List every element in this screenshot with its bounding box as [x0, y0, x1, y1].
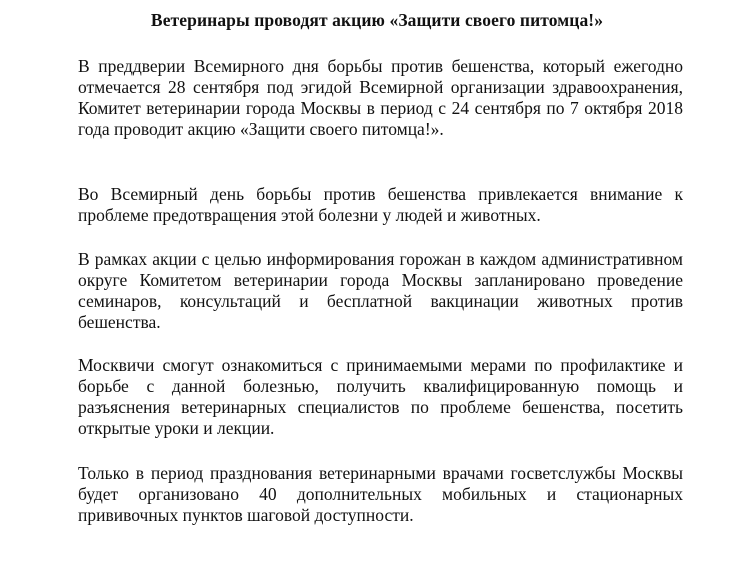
paragraph-2: Во Всемирный день борьбы против бешенства привлекается внимание к проблеме предотвращения этой болезни у людей и животных. — [78, 184, 683, 225]
paragraph-4: Москвичи смогут ознакомиться с принимаемыми мерами по профилактике и борьбе с данной болезнью, получить квалифицированную помощь и разъяснения ветеринарных специалистов по проблеме бешенства, посетить открытые уроки и лекции. — [78, 355, 683, 438]
document-title: Ветеринары проводят акцию «Защити своего питомца!» — [150, 10, 604, 30]
paragraph-3: В рамках акции с целью информирования горожан в каждом административном округе Комитетом ветеринарии города Москвы запланировано проведение семинаров, консультаций и бесплатной вакцинации животных против бешенства. — [78, 249, 683, 332]
paragraph-5: Только в период празднования ветеринарными врачами госветслужбы Москвы будет организовано 40 дополнительных мобильных и стационарных прививочных пунктов шаговой доступности. — [78, 463, 683, 525]
paragraph-1: В преддверии Всемирного дня борьбы против бешенства, который ежегодно отмечается 28 сентября под эгидой Всемирной организации здравоохранения, Комитет ветеринарии города Москвы в период с 24 сентября по 7 октября 2018 года проводит акцию «Защити своего питомца!». — [78, 56, 683, 139]
